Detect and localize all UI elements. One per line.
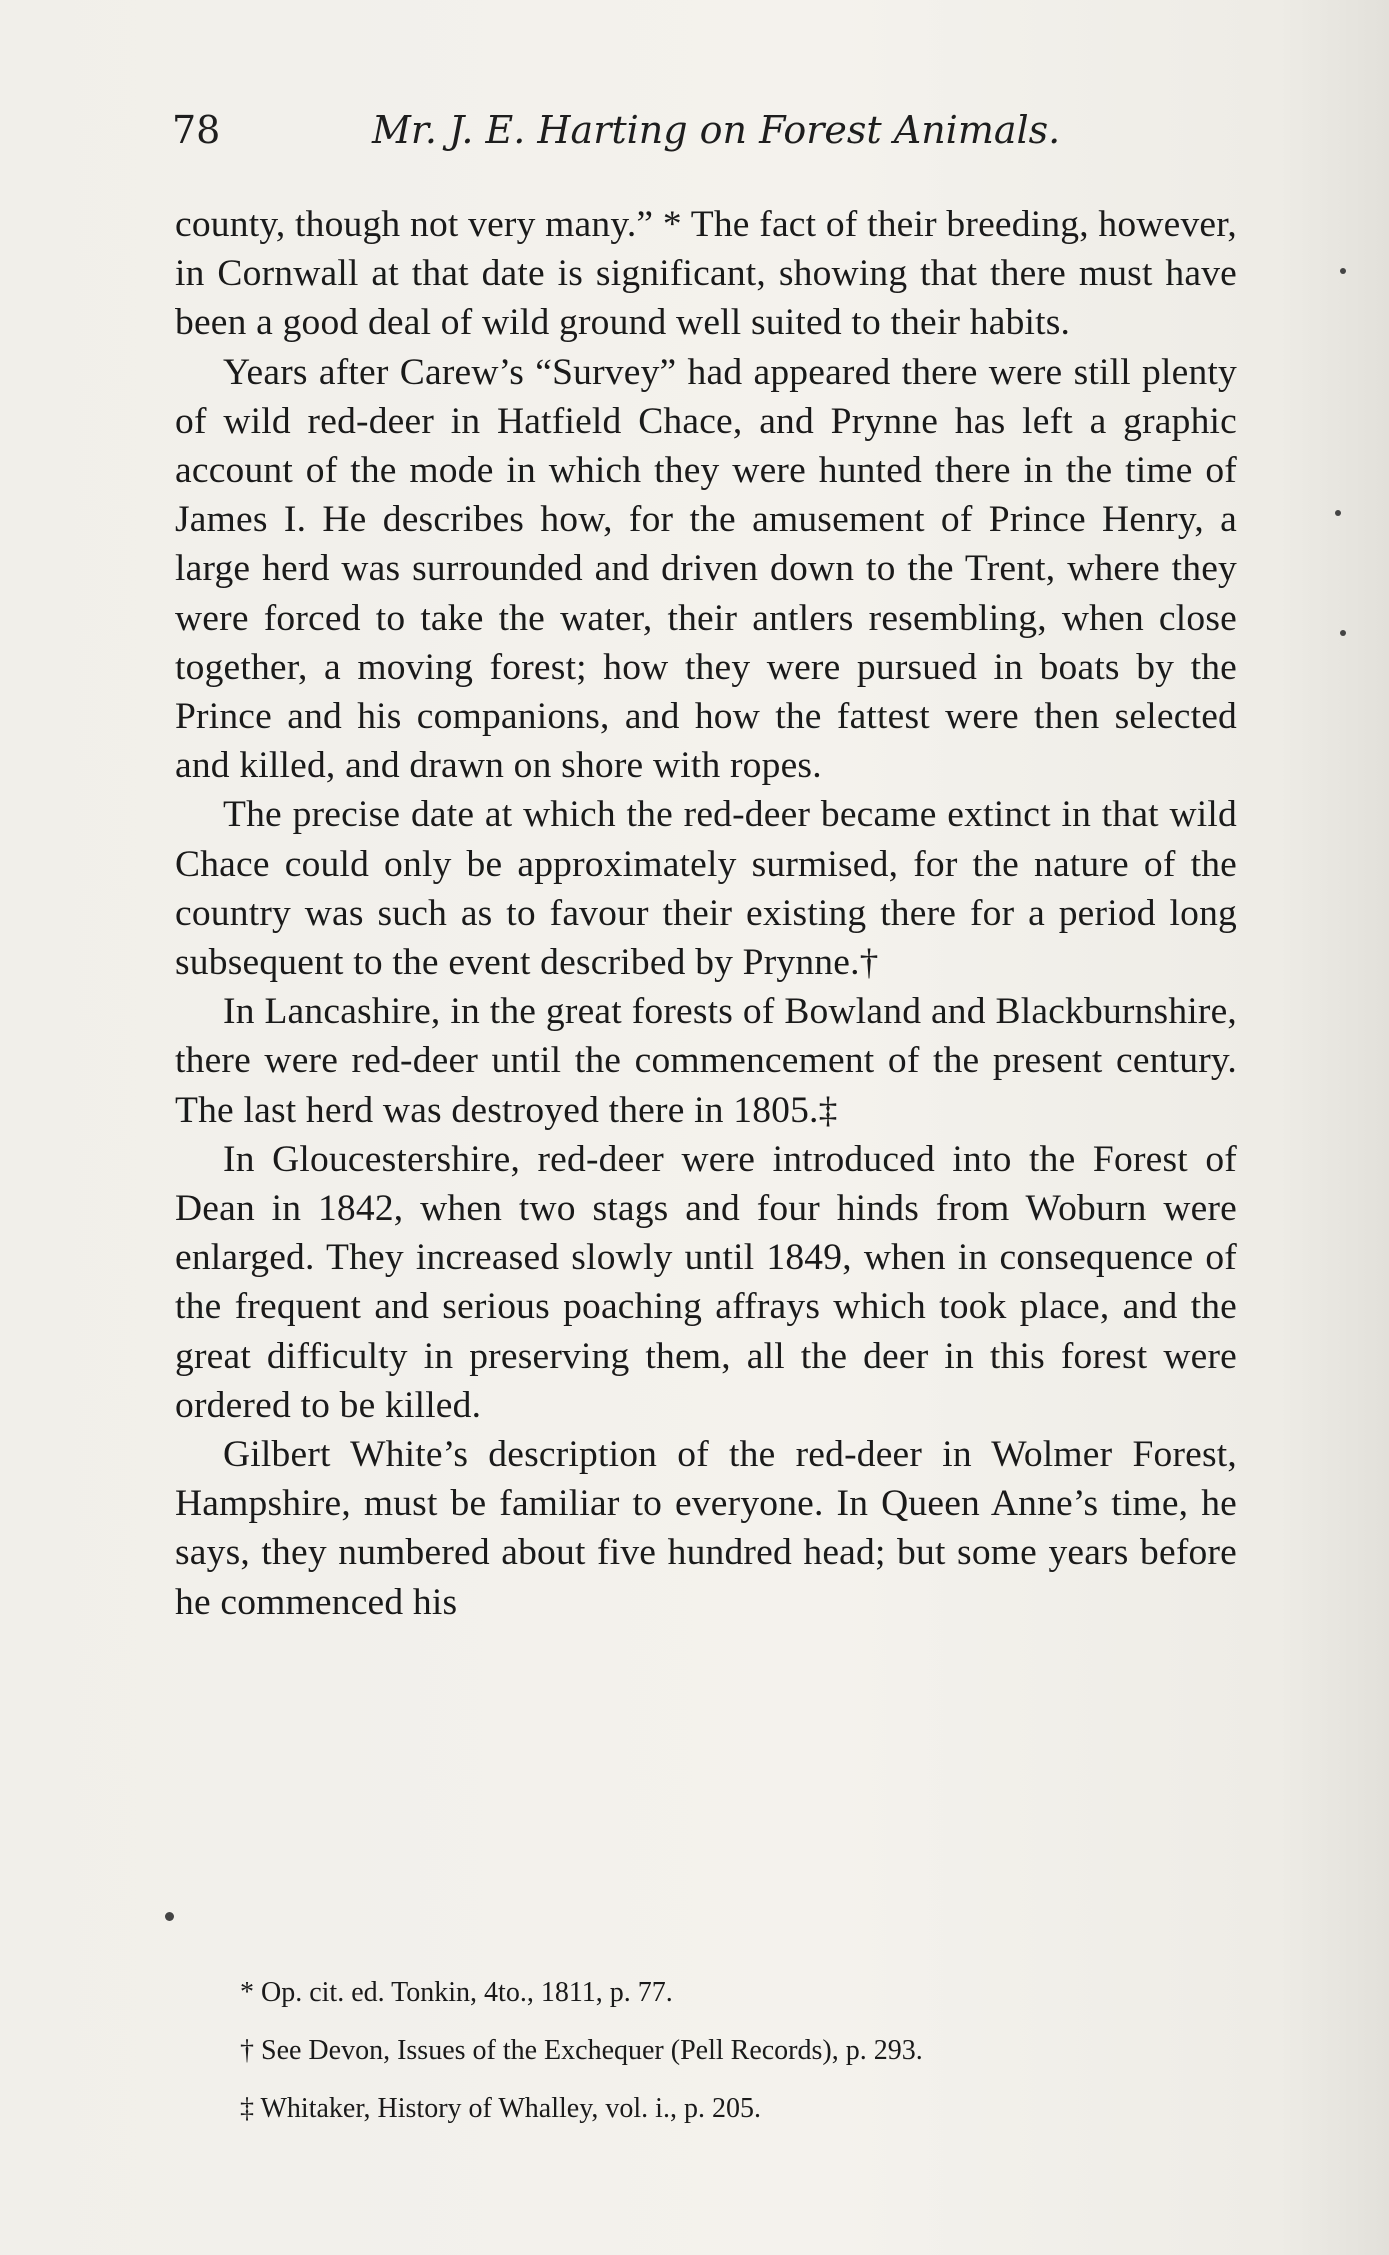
paragraph: county, though not very many.” * The fact of their breeding, however, in Cornwall at that date is significant, showing that there must have been a good deal of wild ground well suited to their habits. [175,204,1237,344]
page-header [172,100,1232,160]
margin-speck [1340,630,1346,636]
footnote: † See Devon, Issues of the Exchequer (Pell Records), p. 293. [240,2035,923,2066]
running-title: Mr. J. E. Harting on Forest Animals. [372,108,1061,152]
margin-speck [1335,510,1341,516]
paragraph: In Gloucestershire, red-deer were introduced into the Forest of Dean in 1842, when two stags and four hinds from Woburn were enlarged. They increased slowly until 1849, when in consequence of the frequent and serious poaching affrays which took place, and the great difficulty in preserving them, all the deer in this forest were ordered to be killed. [175,1138,1237,1426]
footnote: * Op. cit. ed. Tonkin, 4to., 1811, p. 77. [240,1977,673,2008]
margin-speck [1340,268,1346,274]
page-number: 78 [172,108,221,152]
margin-speck [165,1912,174,1921]
footnote: ‡ Whitaker, History of Whalley, vol. i., p. 205. [240,2093,761,2124]
footnotes [240,1975,1240,2149]
paragraph: Gilbert White’s description of the red-deer in Wolmer Forest, Hampshire, must be familiar to everyone. In Queen Anne’s time, he says, they numbered about five hundred head; but some years before he commenced his [175,1434,1237,1623]
paragraph: In Lancashire, in the great forests of Bowland and Blackburnshire, there were red-deer until the commencement of the present century. The last herd was destroyed there in 1805.‡ [175,991,1237,1131]
paragraph: Years after Carew’s “Survey” had appeared there were still plenty of wild red-deer in Hatfield Chace, and Prynne has left a graphic account of the mode in which they were hunted there in the time of James I. He describes how, for the amusement of Prince Henry, a large herd was surrounded and driven down to the Trent, where they were forced to take the water, their antlers resembling, when close together, a moving forest; how they were pursued in boats by the Prince and his companions, and how the fattest were then selected and killed, and drawn on shore with ropes. [175,351,1237,787]
body-text [175,200,1237,1627]
paragraph: The precise date at which the red-deer became extinct in that wild Chace could only be approximately surmised, for the nature of the country was such as to favour their existing there for a period long subsequent to the event described by Prynne.† [175,794,1237,984]
